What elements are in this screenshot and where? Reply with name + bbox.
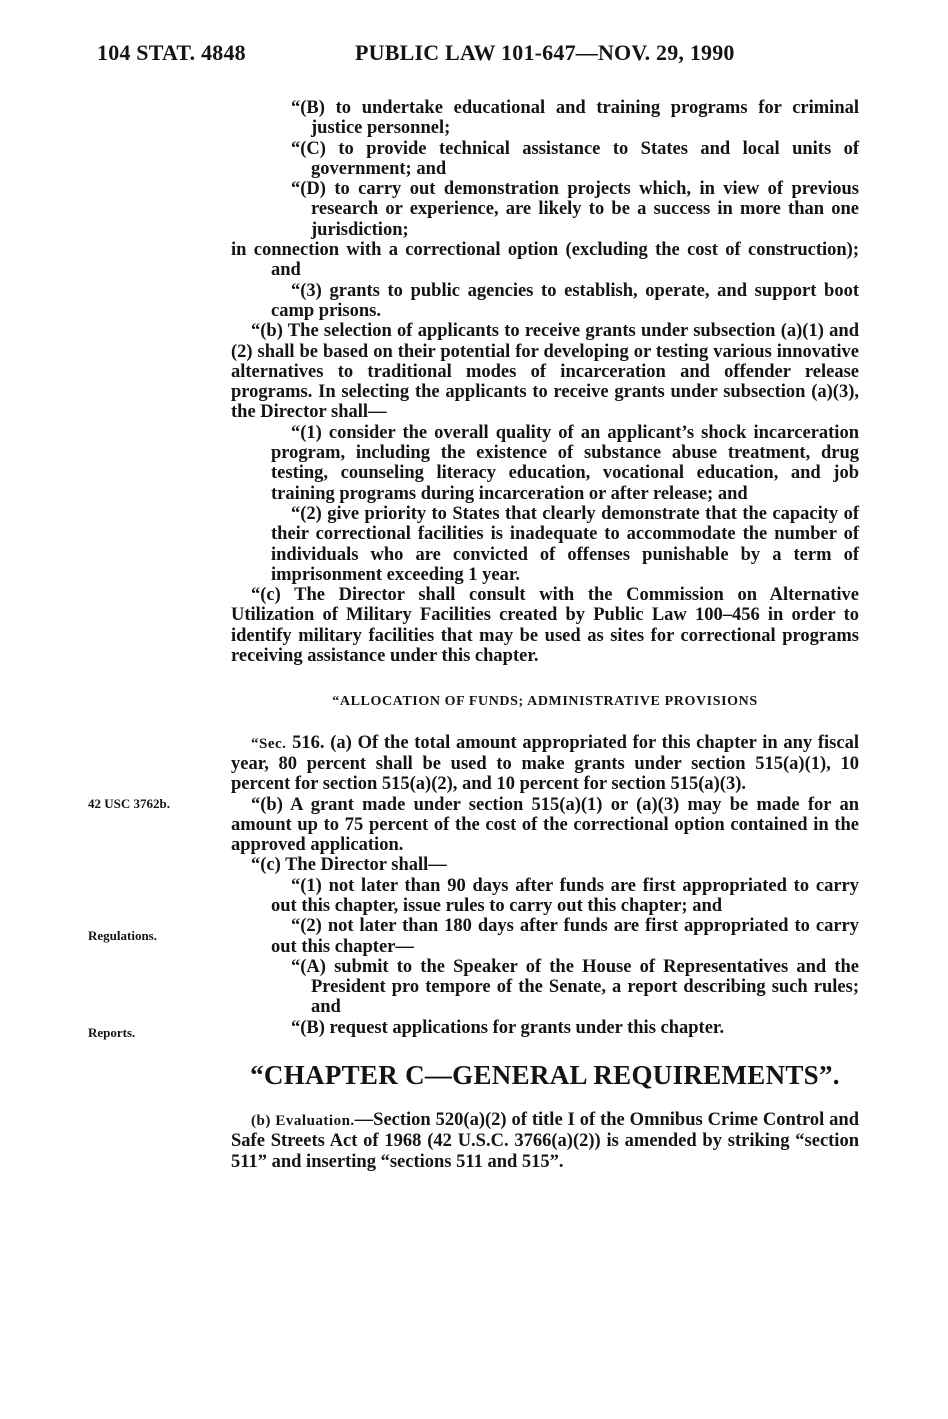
margin-note-regulations: Regulations. (88, 928, 157, 943)
chapter-heading: “CHAPTER C—GENERAL REQUIREMENTS”. (250, 1060, 840, 1091)
section-516-a (231, 733, 859, 795)
paragraph-1-issue-rules: “(1) not later than 90 days after funds are first appropriated to carry out this chapter, issue rules to carry out this chapter; and (271, 875, 859, 916)
subsection-b-evaluation (231, 1110, 859, 1172)
paragraph-2-priority-states: “(2) give priority to States that clearly demonstrate that the capacity of their correctional facilities is inadequate to accommodate the number of individuals who are convicted of offenses punishable by a term of imprisonment exceeding 1 year. (271, 503, 859, 585)
margin-note-usc-citation: 42 USC 3762b. (88, 796, 170, 811)
paragraph-d-demonstration-projects: “(D) to carry out demonstration projects which, in view of previous research or experience, are likely to be a success in more than one jurisdiction; (291, 179, 859, 240)
paragraph-1-shock-incarceration: “(1) consider the overall quality of an applicant’s shock incarceration program, including the existence of substance abuse treatment, drug testing, counseling literacy education, vocational education, and job training programs during incarceration or after release; and (271, 422, 859, 504)
section-516-b: “(b) A grant made under section 515(a)(1) or (a)(3) may be made for an amount up to 75 percent of the cost of the correctional option contained in the approved application. (231, 794, 859, 856)
page-header-title: PUBLIC LAW 101-647—NOV. 29, 1990 (355, 40, 735, 65)
paragraph-3-boot-camp: “(3) grants to public agencies to establish, operate, and support boot camp prisons. (271, 280, 859, 321)
margin-note-reports: Reports. (88, 1025, 136, 1040)
section-516-c: “(c) The Director shall— (251, 855, 447, 876)
evaluation-text: —Section 520(a)(2) of title I of the Omnibus Crime Control and Safe Streets Act of 1968 (42 U.S.C. 3766(a)(2)) is amended by striking “section 511” and inserting “sections 511 and 515”. (231, 1110, 859, 1172)
paragraph-correctional-option: in connection with a correctional option (excluding the cost of construction); and (231, 240, 859, 281)
paragraph-a-submit-report: “(A) submit to the Speaker of the House of Representatives and the President pro tempore of the Senate, a report describing such rules; and (291, 956, 859, 1018)
paragraph-b-educational-programs: “(B) to undertake educational and training programs for criminal justice personnel; (291, 98, 859, 139)
page-reference: 104 STAT. 4848 (97, 40, 246, 65)
subsection-c-consultation: “(c) The Director shall consult with the Commission on Alternative Utilization of Military Facilities created by Public Law 100–456 in order to identify military facilities that may be used as sites for correctional programs receiving assistance under this chapter. (231, 585, 859, 667)
paragraph-b-request-applications: “(B) request applications for grants under this chapter. (291, 1017, 725, 1038)
statute-body (231, 98, 859, 1172)
section-heading-allocation: “ALLOCATION OF FUNDS; ADMINISTRATIVE PROVISIONS (332, 694, 758, 710)
paragraph-c-technical-assistance: “(C) to provide technical assistance to States and local units of government; and (291, 138, 859, 179)
section-516-a-text: 516. (a) Of the total amount appropriated for this chapter in any fiscal year, 80 percent shall be used to make grants under section 515(a)(1), 10 percent for section 515(a)(2), and 10 percent for section 515(a)(3). (231, 732, 859, 795)
paragraph-2-within-180-days: “(2) not later than 180 days after funds are first appropriated to carry out this chapter— (271, 916, 859, 957)
subsection-b-selection: “(b) The selection of applicants to receive grants under subsection (a)(1) and (2) shall be based on their potential for developing or testing various innovative alternatives to traditional modes of incarceration and offender release programs. In selecting the applicants to receive grants under subsection (a)(3), the Director shall— (231, 321, 859, 423)
evaluation-label: (b) Evaluation. (251, 1113, 355, 1130)
section-label: “Sec. (251, 735, 287, 752)
